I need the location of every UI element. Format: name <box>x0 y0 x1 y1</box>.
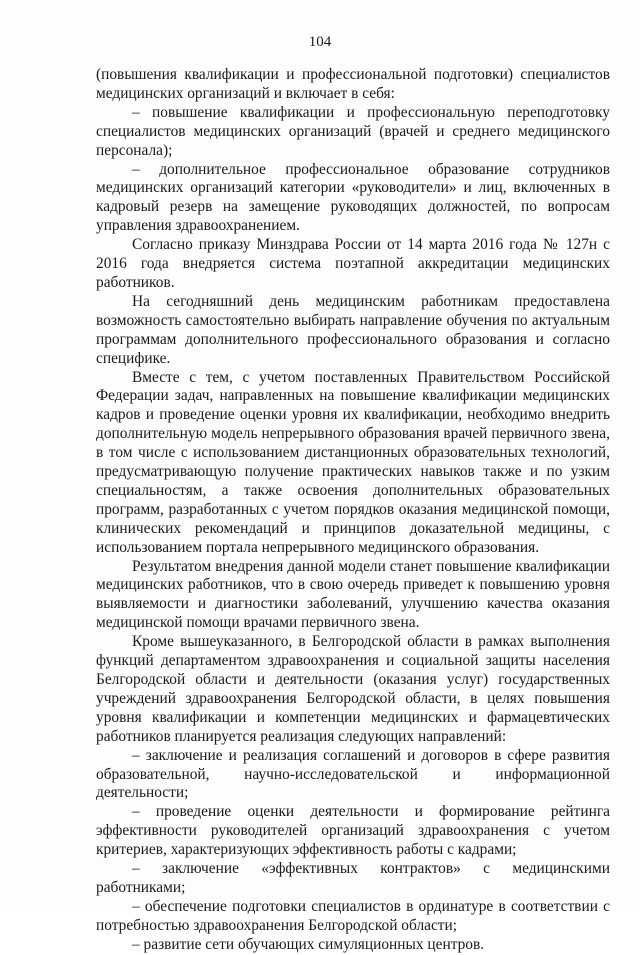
document-body <box>96 66 610 955</box>
list-item-agreements: – заключение и реализация соглашений и договоров в сфере развития образовательной, научно-исследовательской и информационной деятельности; <box>96 746 610 802</box>
page-number: 104 <box>308 34 332 50</box>
paragraph-continuous-education-model: Вместе с тем, с учетом поставленных Правительством Российской Федерации задач, направленных на повышение квалификации медицинских кадров и проведение оценки уровня их квалификации, необходимо внедрить дополнительную модель непрерывного образования врачей первичного звена, в том числе с использованием дистанционных образовательных технологий, предусматривающую получение практических навыков также и по узким специальностям, а также освоения дополнительных образовательных программ, разработанных с учетом порядков оказания медицинской помощи, клинических рекомендаций и принципов доказательной медицины, с использованием портала непрерывного медицинского образования. <box>96 368 610 556</box>
paragraph-choice-of-training: На сегодняшний день медицинским работникам предоставлена возможность самостоятельно выбирать направление обучения по актуальным программам дополнительного профессионального образования и согласно специфике. <box>96 292 610 367</box>
list-item-advanced-training: – повышение квалификации и профессиональную переподготовку специалистов медицинских организаций (врачей и среднего медицинского персонала); <box>96 103 610 159</box>
list-item-additional-education: – дополнительное профессиональное образование сотрудников медицинских организаций категории «руководители» и лиц, включенных в кадровый резерв на замещение руководящих должностей, по вопросам управления здравоохранением. <box>96 160 610 235</box>
list-item-rating: – проведение оценки деятельности и формирование рейтинга эффективности руководителей организаций здравоохранения с учетом критериев, характеризующих эффективность работы с кадрами; <box>96 803 610 859</box>
paragraph-accreditation: Согласно приказу Минздрава России от 14 марта 2016 года № 127н с 2016 года внедряется система поэтапной аккредитации медицинских работников. <box>96 236 610 291</box>
paragraph-model-result: Результатом внедрения данной модели станет повышение квалификации медицинских работников, что в свою очередь приведет к повышению уровня выявляемости и диагностики заболеваний, улучшению качества оказания медицинской помощи врачами первичного звена. <box>96 557 610 632</box>
list-item-effective-contracts: – заключение «эффективных контрактов» с медицинскими работниками; <box>96 860 610 896</box>
list-item-residency: – обеспечение подготовки специалистов в ординатуре в соответствии с потребностью здравоохранения Белгородской области; <box>96 897 610 934</box>
paragraph-belgorod-directions: Кроме вышеуказанного, в Белгородской области в рамках выполнения функций департаментом здравоохранения и социальной защиты населения Белгородской области и деятельности (оказания услуг) государственных учреждений здравоохранения Белгородской области, в целях повышения уровня квалификации и компетенции медицинских и фармацевтических работников планируется реализация следующих направлений: <box>96 633 610 745</box>
list-item-simulation-centers: – развитие сети обучающих симуляционных центров. <box>132 935 485 953</box>
paragraph-continuation: (повышения квалификации и профессиональной подготовки) специалистов медицинских организаций и включает в себя: <box>96 66 610 102</box>
